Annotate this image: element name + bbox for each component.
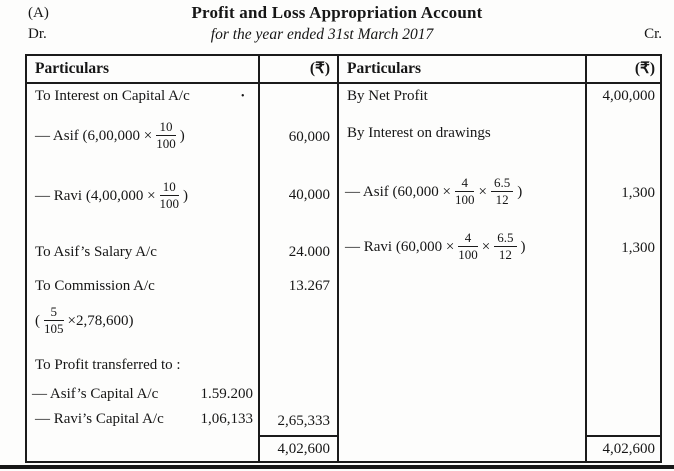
ravi-interest-close: ) <box>183 187 189 204</box>
ravi-interest-text: — Ravi (4,00,000 × <box>35 187 156 204</box>
ravi-drawings-fraction-1 <box>458 231 478 263</box>
asif-drawings-fraction-2 <box>491 176 513 208</box>
total-rule-right <box>585 435 660 437</box>
fraction-denominator: 100 <box>156 136 176 151</box>
amount-ravi-interest: 40,000 <box>288 187 330 203</box>
debit-row-commission: To Commission A/c <box>35 278 155 294</box>
fraction-denominator: 105 <box>44 321 64 336</box>
stray-dot: • <box>241 91 245 102</box>
inline-amount-ravi-capital: 1,06,133 <box>200 411 253 427</box>
header-underline <box>27 82 660 84</box>
debit-row-profit-transferred: To Profit transferred to : <box>35 357 181 373</box>
fraction-denominator: 12 <box>498 247 512 262</box>
section-label: (A) <box>28 5 49 21</box>
credit-row-interest-on-drawings: By Interest on drawings <box>347 125 491 141</box>
fraction-denominator: 100 <box>454 192 475 207</box>
debit-row-asif-capital: — Asif’s Capital A/c <box>32 386 159 402</box>
debit-row-ravi-capital: — Ravi’s Capital A/c <box>35 411 164 427</box>
asif-drawings-text: — Asif (60,000 × <box>345 183 451 200</box>
asif-interest-close: ) <box>179 127 185 144</box>
fraction-denominator: 12 <box>495 192 509 207</box>
commission-calc-open: ( <box>35 312 40 329</box>
ravi-drawings-times: × <box>481 238 491 255</box>
inline-amount-asif-capital: 1.59.200 <box>200 386 253 402</box>
ravi-interest-fraction <box>160 180 180 212</box>
credit-row-asif-drawings <box>345 170 522 214</box>
commission-calc-close: ×2,78,600) <box>67 312 134 329</box>
fraction-numerator: 4 <box>455 176 475 192</box>
amount-ravi-drawings: 1,300 <box>621 240 655 256</box>
debit-row-asif-interest <box>35 114 185 158</box>
asif-interest-fraction <box>156 120 176 152</box>
amount-asif-drawings: 1,300 <box>621 185 655 201</box>
divider-center <box>337 56 339 461</box>
bottom-rule <box>0 465 674 469</box>
total-rule-left <box>258 435 337 437</box>
header-amount-right: (₹) <box>634 60 655 77</box>
fraction-numerator: 6.5 <box>494 231 516 247</box>
amount-profit-transferred: 2,65,333 <box>277 413 330 429</box>
fraction-denominator: 100 <box>159 196 180 211</box>
fraction-denominator: 100 <box>458 247 478 262</box>
commission-fraction <box>44 305 64 337</box>
fraction-numerator: 10 <box>160 180 180 196</box>
fraction-numerator: 5 <box>44 305 64 321</box>
credit-row-net-profit: By Net Profit <box>347 88 428 104</box>
amount-net-profit: 4,00,000 <box>602 88 655 104</box>
dr-label: Dr. <box>28 26 47 42</box>
cr-label: Cr. <box>644 26 662 42</box>
debit-total: 4,02,600 <box>277 441 330 457</box>
asif-drawings-close: ) <box>517 183 523 200</box>
amount-asif-salary: 24.000 <box>288 244 330 260</box>
page-subtitle: for the year ended 31st March 2017 <box>210 26 434 43</box>
asif-drawings-fraction-1 <box>455 176 475 208</box>
credit-row-ravi-drawings <box>345 225 526 269</box>
amount-commission: 13.267 <box>288 278 330 294</box>
account-table <box>25 54 662 463</box>
asif-interest-text: — Asif (6,00,000 × <box>35 127 153 144</box>
divider-right-amount <box>585 56 587 461</box>
debit-row-ravi-interest <box>35 174 188 218</box>
ravi-drawings-text: — Ravi (60,000 × <box>345 238 455 255</box>
fraction-numerator: 6.5 <box>491 176 513 192</box>
debit-row-interest-on-capital: To Interest on Capital A/c <box>35 88 190 104</box>
page-title: Profit and Loss Appropriation Account <box>191 3 483 22</box>
fraction-numerator: 4 <box>458 231 478 247</box>
debit-row-commission-calc <box>35 299 133 343</box>
fraction-numerator: 10 <box>156 120 176 136</box>
header-amount-left: (₹) <box>309 60 330 77</box>
asif-drawings-times: × <box>478 183 487 200</box>
debit-row-asif-salary: To Asif’s Salary A/c <box>35 244 157 260</box>
ravi-drawings-fraction-2 <box>494 231 516 263</box>
amount-asif-interest: 60,000 <box>288 129 330 145</box>
header-particulars-right: Particulars <box>347 60 422 77</box>
credit-total: 4,02,600 <box>602 441 655 457</box>
header-particulars-left: Particulars <box>35 60 110 77</box>
ravi-drawings-close: ) <box>520 238 526 255</box>
